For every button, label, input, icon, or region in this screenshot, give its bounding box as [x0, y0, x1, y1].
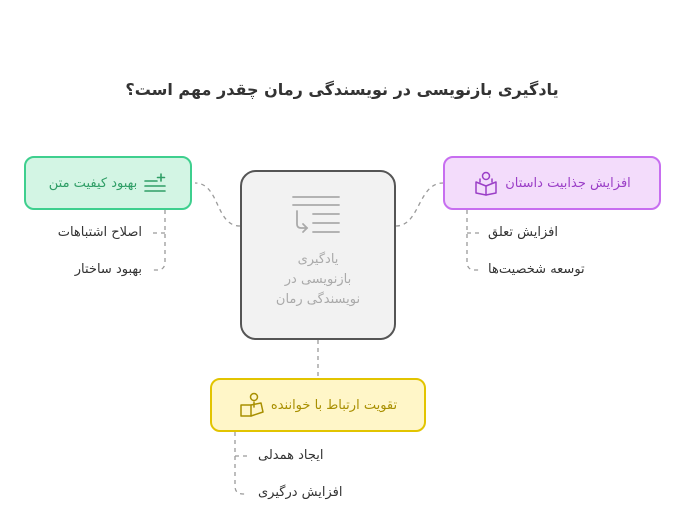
connector-bottom-leaves [235, 432, 250, 494]
leaf-improve-structure: بهبود ساختار [74, 262, 142, 277]
diagram-title: یادگیری بازنویسی در نویسندگی رمان چقدر مهم است؟ [125, 80, 559, 99]
connector-left [195, 183, 240, 226]
center-label [240, 250, 396, 310]
leaf-increase-belonging: افزایش تعلق [488, 225, 558, 240]
branch-attraction-label: افزایش جذابیت داستان [505, 175, 631, 191]
connector-left-leaves [150, 210, 165, 270]
branch-attraction [443, 156, 661, 210]
leaf-empathy: ایجاد همدلی [258, 448, 324, 463]
center-line-2: بازنویسی در [284, 272, 352, 287]
branch-quality [24, 156, 192, 210]
reader-book-icon [239, 392, 265, 418]
connector-right [396, 183, 443, 226]
branch-reader-label: تقویت ارتباط با خواننده [270, 397, 398, 413]
leaf-develop-characters: توسعه شخصیت‌ها [488, 262, 585, 277]
connector-right-leaves [467, 210, 482, 270]
book-reader-icon [473, 170, 499, 196]
list-icon [291, 194, 343, 240]
leaf-engagement: افزایش درگیری [258, 485, 343, 500]
sparkle-list-icon [143, 172, 167, 194]
branch-quality-label: بهبود کیفیت متن [48, 175, 138, 191]
center-line-1: یادگیری [297, 252, 339, 267]
leaf-fix-errors: اصلاح اشتباهات [57, 225, 142, 240]
center-line-3: نویسندگی رمان [275, 292, 361, 307]
branch-reader-connection [210, 378, 426, 432]
